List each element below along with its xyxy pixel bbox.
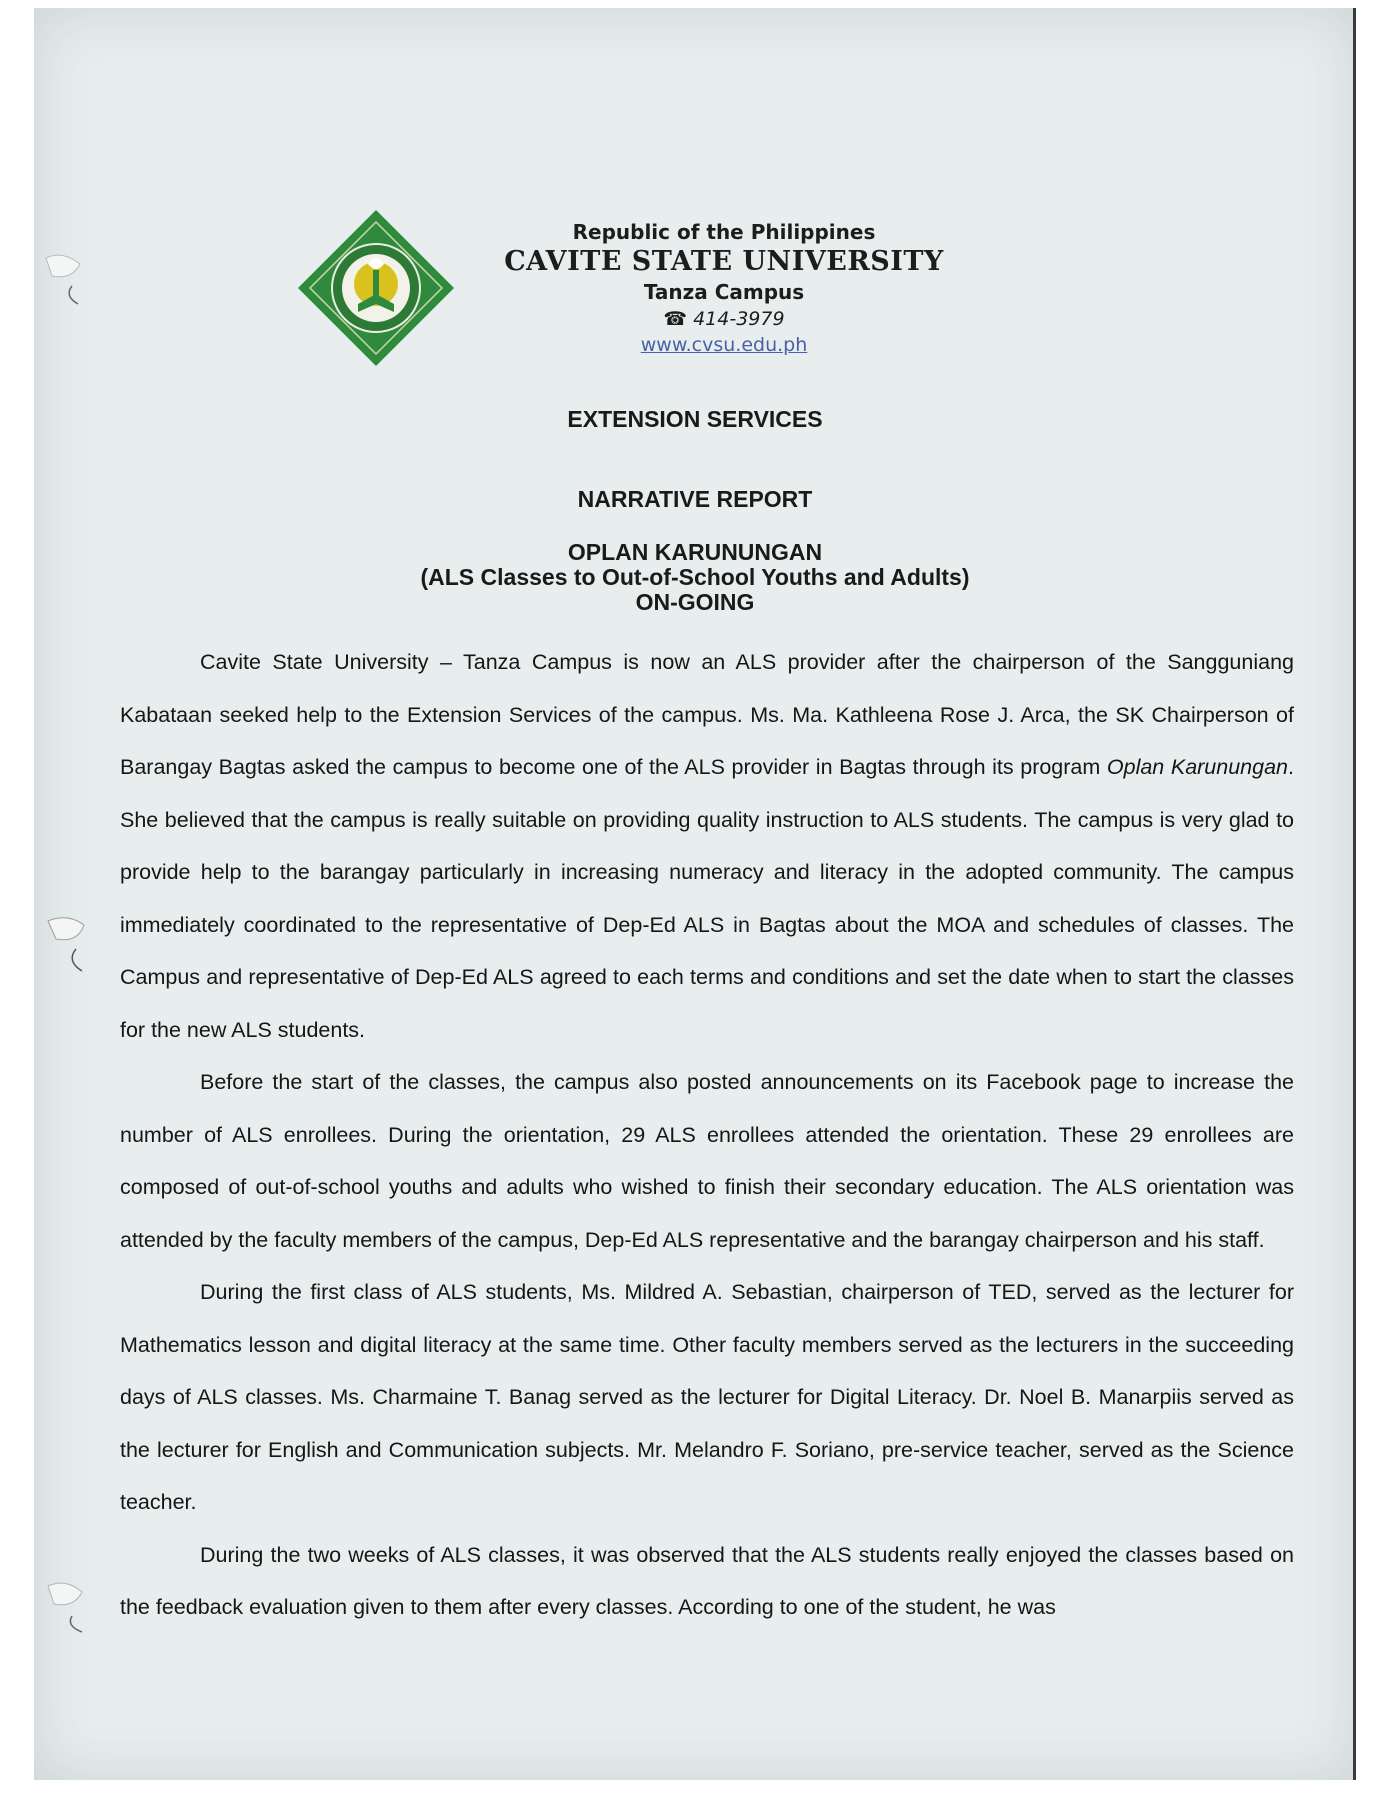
report-body xyxy=(120,636,1294,1634)
paragraph-text: . She believed that the campus is really suitable on providing quality instruction to ALS students. The campus is very glad to provide help to the barangay particularly in increasing numeracy and literacy in the adopted community. The campus immediately coordinated to the representative of Dep-Ed ALS in Bagtas about the MOA and schedules of classes. The Campus and representative of Dep-Ed ALS agreed to each terms and conditions and set the date when to start the classes for the new ALS students. xyxy=(120,755,1294,1042)
program-name-italic: Oplan Karunungan xyxy=(1106,755,1289,779)
program-heading xyxy=(34,540,1356,615)
telephone-icon: ☎ xyxy=(663,308,688,330)
website-link[interactable]: www.cvsu.edu.ph xyxy=(640,334,808,356)
paragraph: During the two weeks of ALS classes, it was observed that the ALS students really enjoyed the classes based on the feedback evaluation given to them after every classes. According to one of the student, he was xyxy=(120,1542,1294,1619)
university-seal-icon xyxy=(296,208,456,368)
university-name: CAVITE STATE UNIVERSITY xyxy=(504,246,944,277)
phone-line xyxy=(474,306,974,332)
document-page xyxy=(34,8,1356,1780)
punch-hole-icon xyxy=(42,1576,88,1636)
program-title: OPLAN KARUNUNGAN xyxy=(567,539,823,565)
paragraph: During the first class of ALS students, Ms. Mildred A. Sebastian, chairperson of TED, served as the lecturer for Mathematics lesson and digital literacy at the same time. Other faculty members served as the lecturers in the succeeding days of ALS classes. Ms. Charmaine T. Banag served as the lecturer for Digital Literacy. Dr. Noel B. Manarpiis served as the lecturer for English and Communication subjects. Mr. Melandro F. Soriano, pre-service teacher, served as the Science teacher. xyxy=(120,1280,1294,1514)
campus-name: Tanza Campus xyxy=(643,280,805,304)
paragraph-text: Cavite State University – Tanza Campus is now an ALS provider after the chairperson of the Sangguniang Kabataan seeked help to the Extension Services of the campus. Ms. Ma. Kathleena Rose J. Arca, the SK Chairperson of Barangay Bagtas asked the campus to become one of the ALS provider in Bagtas through its program xyxy=(120,650,1294,779)
program-status: ON-GOING xyxy=(635,589,755,615)
report-type: NARRATIVE REPORT xyxy=(577,486,813,512)
section-title: EXTENSION SERVICES xyxy=(567,406,823,432)
paragraph: Before the start of the classes, the campus also posted announcements on its Facebook page to increase the number of ALS enrollees. During the orientation, 29 ALS enrollees attended the orientation. These 29 enrollees are composed of out-of-school youths and adults who wished to finish their secondary education. The ALS orientation was attended by the faculty members of the campus, Dep-Ed ALS representative and the barangay chairperson and his staff. xyxy=(120,1070,1294,1252)
paragraph xyxy=(120,636,1294,1056)
phone-number: 414-3979 xyxy=(693,308,785,330)
republic-line: Republic of the Philippines xyxy=(572,220,876,244)
letterhead-text xyxy=(474,218,974,358)
letterhead xyxy=(34,208,1356,368)
punch-hole-icon xyxy=(42,913,88,973)
program-subtitle: (ALS Classes to Out-of-School Youths and Adults) xyxy=(420,564,970,590)
